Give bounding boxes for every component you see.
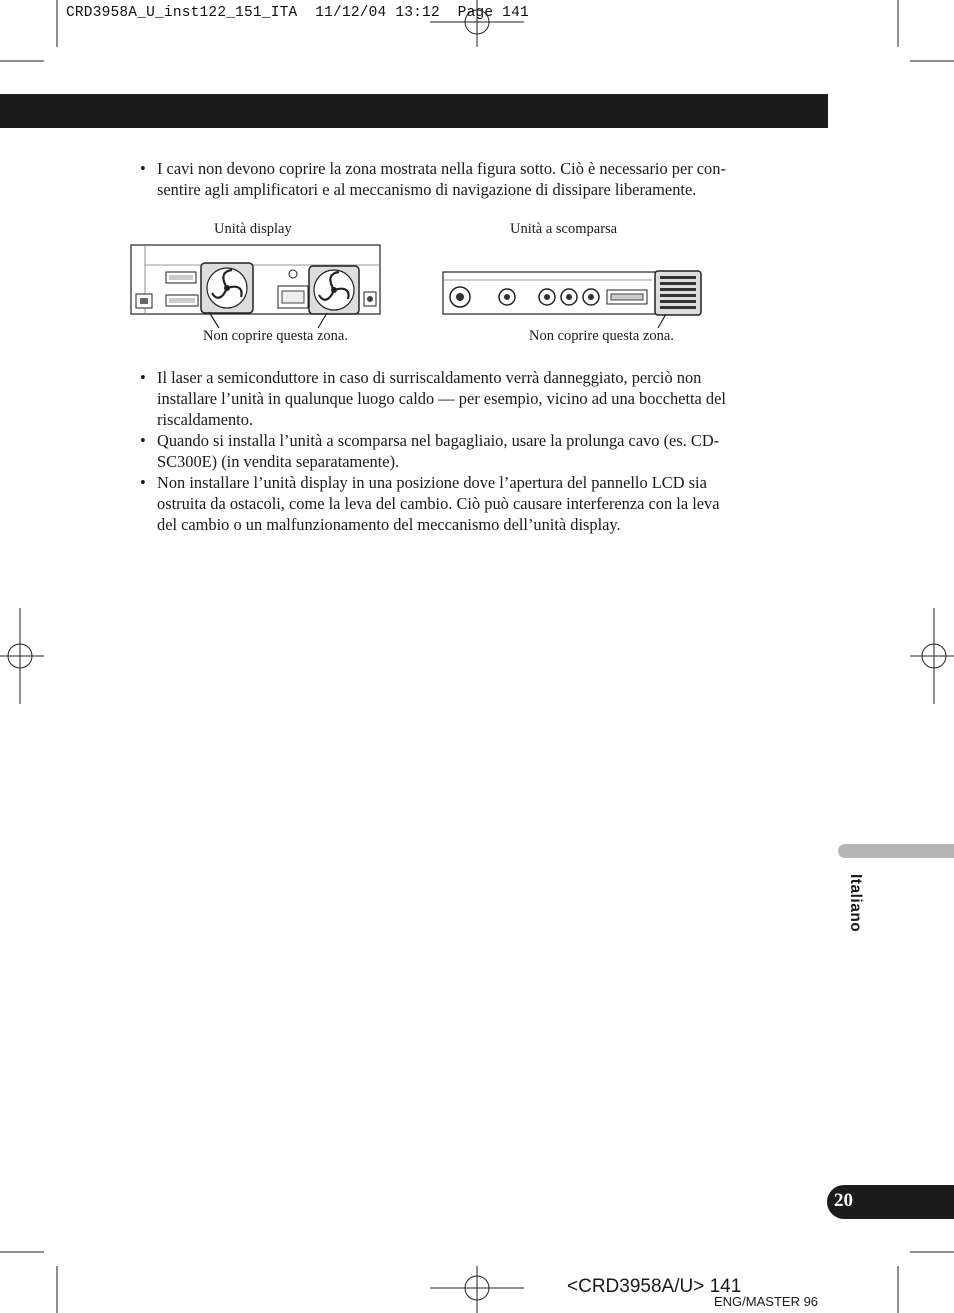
bullet-text: Il laser a semiconduttore in caso di surriscaldamento verrà danneggiato, perciò non installare l’unità in qualunque luogo caldo — per esempio, vicino ad una bocchetta del riscaldamento. [157,368,726,429]
bullet-item [140,472,790,535]
bullet-list-bottom [140,367,790,535]
note-do-not-cover-left: Non coprire questa zona. [203,328,348,344]
bullet-text: Quando si installa l’unità a scomparsa nel bagagliaio, usare la prolunga cavo (es. CD- SC300E) (in vendita separatamente). [157,431,720,471]
bullet-item [140,430,790,472]
page-number: 20 [834,1190,853,1211]
page-number-tab [827,1185,954,1219]
footer-master-label: ENG/MASTER 96 [714,1294,819,1309]
display-unit-label: Unità display [214,221,292,237]
bullet-text: I cavi non devono coprire la zona mostrata nella figura sotto. Ciò è necessario per con- sentire agli amplificatori e al meccanismo di navigazione di dissipare liberamente. [157,159,726,199]
leader-lines [0,0,954,340]
bullet-text: Non installare l’unità display in una posizione dove l’apertura del pannello LCD sia ostruita da ostacoli, come la leva del cambio. Ciò può causare interferenza con la leva del cambio o un malfunzionamento del meccanismo dell’unità display. [157,473,720,534]
note-do-not-cover-right: Non coprire questa zona. [529,328,674,344]
language-tab-label: Italiano [847,874,864,933]
bullet-item [140,367,790,430]
hideaway-unit-label: Unità a scomparsa [510,221,618,237]
language-tab-marker [838,844,954,858]
footer-doc-code: <CRD3958A/U> 141 [567,1276,742,1297]
print-slug: CRD3958A_U_inst122_151_ITA 11/12/04 13:12 Page 141 [66,5,529,21]
